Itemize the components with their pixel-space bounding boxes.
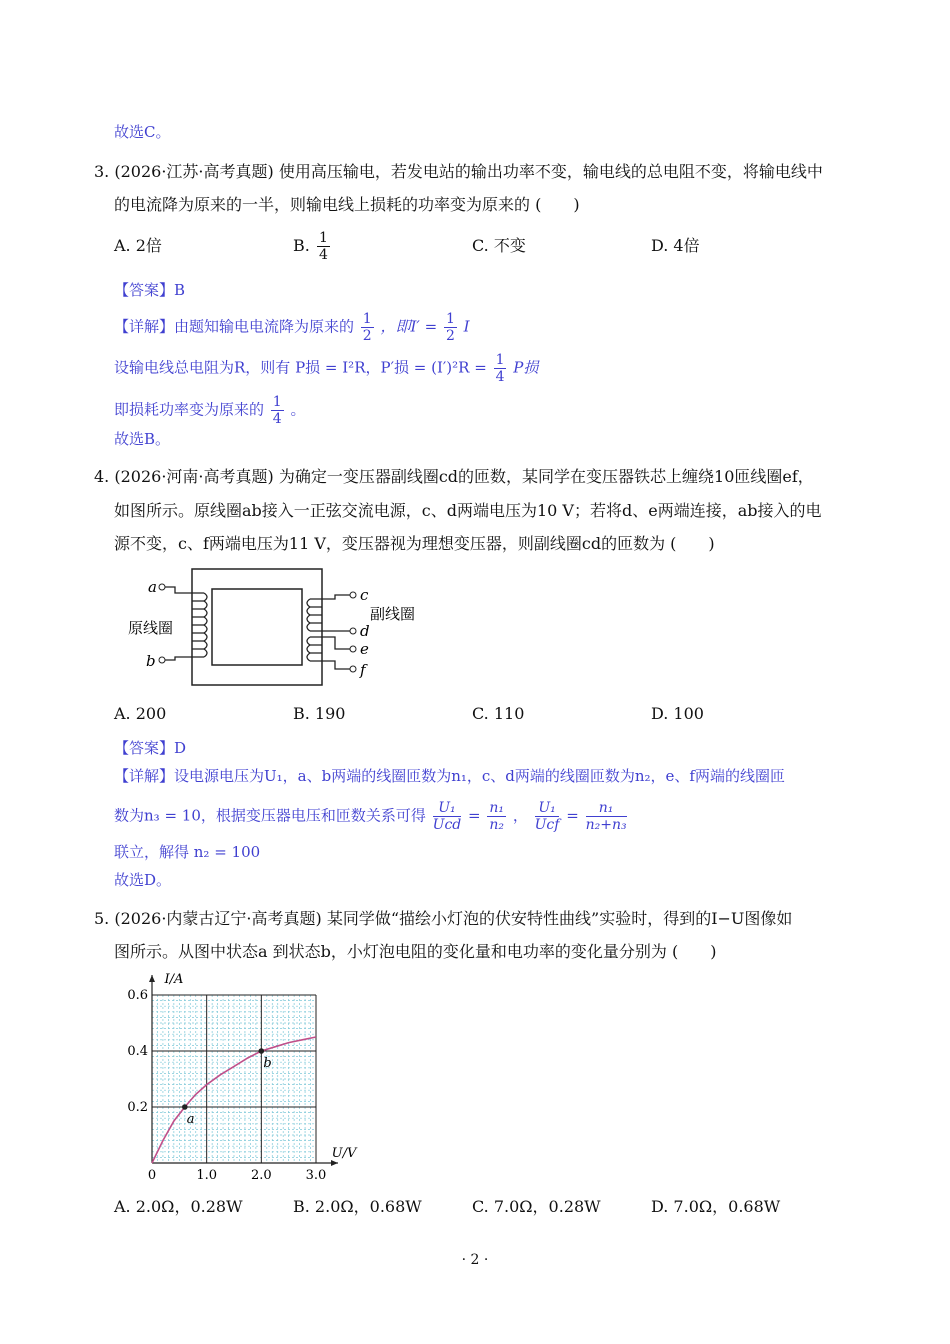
q3-detail-1	[114, 311, 470, 344]
q5-option-a[interactable]: A. 2.0Ω，0.28W	[114, 1197, 243, 1216]
fraction	[271, 394, 284, 427]
q5-line2: 图所示。从图中状态a 到状态b，小灯泡电阻的变化量和电功率的变化量分别为 ( )	[114, 942, 717, 961]
fraction-denominator: 4	[318, 247, 328, 263]
prev-conclusion: 故选C。	[114, 123, 171, 141]
fraction-numerator: n₁	[586, 800, 627, 817]
fraction-numerator: 1	[445, 311, 455, 327]
primary-coil-label: 原线圈	[128, 619, 174, 637]
fraction-denominator: Ucd	[432, 817, 462, 833]
label-b: b	[146, 652, 156, 670]
q5-source: (2026·内蒙古辽宁·高考真题)	[114, 909, 322, 928]
q3-line1	[94, 162, 823, 182]
transformer-figure	[120, 565, 450, 690]
origin-label: 0	[147, 1168, 157, 1183]
q4-detail-3: 联立，解得 n₂ = 100	[114, 843, 261, 861]
label-f: f	[360, 661, 366, 679]
state-point	[259, 1048, 265, 1054]
fraction-numerator: 1	[495, 352, 505, 368]
fraction	[487, 800, 506, 833]
terminal-b	[159, 657, 165, 663]
secondary-coil	[307, 595, 350, 669]
fraction-numerator: n₁	[489, 800, 505, 816]
detail-text: 即损耗功率变为原来的	[114, 400, 265, 419]
terminal-c	[350, 592, 356, 598]
detail-text: 设输电线总电阻为R，则有 P损 = I²R，P′损 = (I′)²R =	[114, 358, 487, 377]
detail-text: 【详解】由题知输电电流降为原来的	[114, 317, 355, 336]
q4-line3: 源不变，c、f两端电压为11 V，变压器视为理想变压器，则副线圈cd的匝数为 ( )	[114, 534, 715, 553]
fraction	[361, 311, 374, 344]
fraction-denominator: 2	[445, 328, 455, 344]
q4-line1	[94, 467, 814, 487]
chart-grid-minor	[152, 995, 316, 1163]
q3-text-1: 使用高压输电，若发电站的输出功率不变，输电线的总电阻不变，将输电线中	[278, 162, 823, 181]
q5-option-b[interactable]: B. 2.0Ω，0.68W	[293, 1197, 422, 1216]
q4-text-1: 为确定一变压器副线圈cd的匝数，某同学在变压器铁芯上缠绕10匝线圈ef，	[278, 467, 814, 486]
fraction-numerator: 1	[362, 311, 372, 327]
core-inner	[212, 589, 302, 665]
q3-answer: 【答案】B	[114, 281, 186, 299]
q4-number: 4.	[94, 467, 110, 486]
separator: ，	[512, 806, 528, 825]
y-tick-label: 0.2	[127, 1100, 148, 1115]
q3-source: (2026·江苏·高考真题)	[114, 162, 274, 181]
y-tick-label: 0.6	[127, 988, 148, 1003]
fraction-numerator: U₁	[535, 800, 560, 817]
y-tick-label: 0.4	[127, 1044, 148, 1059]
q3-option-d[interactable]: D. 4倍	[651, 236, 700, 255]
q3-option-b-label: B.	[293, 236, 310, 255]
detail-text: 数为n₃ = 10，根据变压器电压和匝数关系可得	[114, 806, 426, 825]
q5-option-c[interactable]: C. 7.0Ω，0.28W	[472, 1197, 601, 1216]
fraction-denominator: 2	[362, 328, 372, 344]
fraction	[494, 352, 507, 385]
chart-axes	[149, 975, 338, 1166]
q4-option-a[interactable]: A. 200	[114, 704, 167, 723]
state-point-label: b	[263, 1056, 272, 1071]
q5-option-d[interactable]: D. 7.0Ω，0.68W	[651, 1197, 781, 1216]
q4-detail-4: 故选D。	[114, 871, 172, 889]
q4-source: (2026·河南·高考真题)	[114, 467, 274, 486]
q4-option-b[interactable]: B. 190	[293, 704, 346, 723]
q3-option-c[interactable]: C. 不变	[472, 236, 526, 255]
fraction-numerator: U₁	[433, 800, 462, 817]
label-d: d	[360, 622, 370, 640]
detail-text: I	[463, 317, 470, 336]
terminal-d	[350, 628, 356, 634]
y-axis-label: I/A	[164, 972, 184, 987]
q3-option-b[interactable]	[293, 230, 332, 263]
q5-number: 5.	[94, 909, 110, 928]
chart-tick-labels	[127, 972, 358, 1183]
fraction-denominator: n₂+n₃	[585, 817, 627, 833]
q4-answer: 【答案】D	[114, 739, 187, 757]
fraction-denominator: n₂	[489, 817, 505, 833]
fraction-denominator: Ucf	[534, 817, 560, 833]
label-e: e	[360, 640, 369, 658]
q4-detail-2	[114, 800, 629, 833]
fraction-numerator: 1	[318, 230, 328, 246]
fraction-denominator: 4	[495, 369, 505, 385]
state-point-label: a	[186, 1112, 195, 1127]
terminal-a	[159, 584, 165, 590]
q3-line2: 的电流降为原来的一半，则输电线上损耗的功率变为原来的 ( )	[114, 195, 580, 214]
q3-detail-2	[114, 352, 538, 385]
q3-detail-4: 故选B。	[114, 430, 171, 448]
detail-text: 。	[290, 400, 306, 419]
y-axis-arrow	[149, 975, 155, 982]
page-number: · 2 ·	[461, 1252, 489, 1268]
equals: =	[468, 806, 481, 825]
fraction	[433, 800, 462, 833]
label-c: c	[360, 586, 369, 604]
fraction-denominator: 4	[272, 411, 282, 427]
x-axis-label: U/V	[331, 1146, 357, 1161]
q4-detail-1: 【详解】设电源电压为U₁，a、b两端的线圈匝数为n₁，c、d两端的线圈匝数为n₂，e、f两端的线圈匝	[114, 767, 785, 785]
detail-text: ，即I′ =	[380, 317, 438, 336]
secondary-coil-label: 副线圈	[370, 605, 416, 623]
fraction	[586, 800, 627, 833]
x-tick-label: 3.0	[305, 1168, 327, 1183]
x-tick-label: 1.0	[196, 1168, 218, 1183]
q3-option-b-fraction	[317, 230, 330, 263]
x-tick-label: 2.0	[250, 1168, 272, 1183]
fraction	[535, 800, 560, 833]
q4-option-d[interactable]: D. 100	[651, 704, 704, 723]
q3-detail-3	[114, 394, 306, 427]
fraction	[444, 311, 457, 344]
q4-line2: 如图所示。原线圈ab接入一正弦交流电源，c、d两端电压为10 V；若将d、e两端连接，ab接入的电	[114, 501, 822, 520]
q3-number: 3.	[94, 162, 110, 181]
iu-chart	[110, 965, 380, 1185]
q4-option-c[interactable]: C. 110	[472, 704, 525, 723]
terminal-f	[350, 666, 356, 672]
detail-text: P损	[513, 358, 539, 377]
fraction-numerator: 1	[272, 394, 282, 410]
q5-line1	[94, 909, 792, 929]
label-a: a	[148, 578, 157, 596]
q3-option-a[interactable]: A. 2倍	[114, 236, 162, 255]
q5-text-1: 某同学做“描绘小灯泡的伏安特性曲线”实验时，得到的I−U图像如	[326, 909, 793, 928]
state-point	[182, 1104, 188, 1110]
terminal-e	[350, 646, 356, 652]
equals: =	[566, 806, 579, 825]
